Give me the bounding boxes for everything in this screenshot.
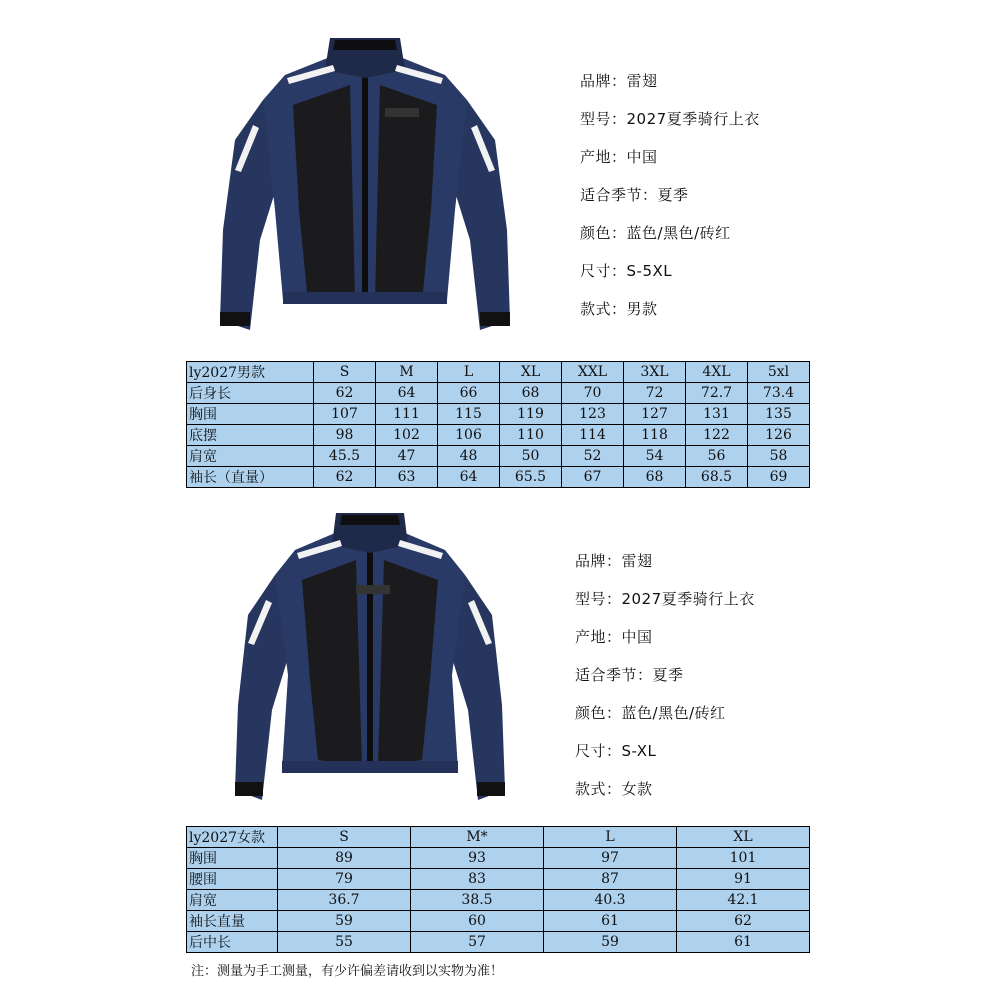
table-cell: 123: [562, 404, 624, 425]
table-cell: 73.4: [748, 383, 810, 404]
table-cell: 68: [500, 383, 562, 404]
table-cell: 97: [544, 848, 677, 869]
table-cell: 袖长（直量）: [187, 467, 314, 488]
table-cell: 68: [624, 467, 686, 488]
table-cell: XXL: [562, 362, 624, 383]
table-header-row: [187, 362, 810, 383]
table-cell: 115: [438, 404, 500, 425]
table-cell: 肩宽: [187, 890, 278, 911]
table-cell: 119: [500, 404, 562, 425]
womens-spec-list: [575, 542, 755, 808]
table-cell: 110: [500, 425, 562, 446]
table-row: [187, 932, 810, 953]
table-cell: M*: [411, 827, 544, 848]
mens-spec-list: [580, 62, 760, 328]
table-cell: 63: [376, 467, 438, 488]
table-cell: 61: [677, 932, 810, 953]
table-cell: 127: [624, 404, 686, 425]
table-cell: 102: [376, 425, 438, 446]
table-cell: 62: [314, 383, 376, 404]
table-cell: 64: [376, 383, 438, 404]
table-cell: 42.1: [677, 890, 810, 911]
table-row: [187, 425, 810, 446]
spec-color: 颜色：蓝色/黑色/砖红: [575, 704, 726, 722]
table-cell: 底摆: [187, 425, 314, 446]
mens-size-table: [186, 361, 810, 488]
table-cell: M: [376, 362, 438, 383]
table-cell: 106: [438, 425, 500, 446]
table-cell: 57: [411, 932, 544, 953]
measurement-note: 注：测量为手工测量，有少许偏差请收到以实物为准！: [191, 964, 504, 979]
table-row: [187, 869, 810, 890]
table-cell: L: [544, 827, 677, 848]
table-cell: XL: [500, 362, 562, 383]
spec-season: 适合季节：夏季: [580, 186, 689, 204]
table-cell: 122: [686, 425, 748, 446]
table-cell: 135: [748, 404, 810, 425]
table-cell: 62: [677, 911, 810, 932]
table-cell: 56: [686, 446, 748, 467]
table-row: [187, 911, 810, 932]
spec-model: 型号：2027夏季骑行上衣: [580, 110, 760, 128]
table-cell: 胸围: [187, 848, 278, 869]
table-cell: 72.7: [686, 383, 748, 404]
table-cell: S: [314, 362, 376, 383]
table-cell: 62: [314, 467, 376, 488]
table-cell: 89: [278, 848, 411, 869]
table-row: [187, 848, 810, 869]
table-cell: 58: [748, 446, 810, 467]
spec-style: 款式：女款: [575, 780, 653, 798]
table-cell: 64: [438, 467, 500, 488]
table-cell: S: [278, 827, 411, 848]
table-row: [187, 404, 810, 425]
table-cell: 后中长: [187, 932, 278, 953]
table-cell: 59: [544, 932, 677, 953]
table-cell: 48: [438, 446, 500, 467]
table-cell: 66: [438, 383, 500, 404]
table-header-row: [187, 827, 810, 848]
table-cell: 50: [500, 446, 562, 467]
table-cell: 101: [677, 848, 810, 869]
table-cell: 腰围: [187, 869, 278, 890]
table-cell: 70: [562, 383, 624, 404]
table-cell: 67: [562, 467, 624, 488]
spec-size: 尺寸：S-XL: [575, 742, 657, 760]
table-cell: 5xl: [748, 362, 810, 383]
table-cell: 40.3: [544, 890, 677, 911]
table-cell: 72: [624, 383, 686, 404]
spec-brand: 品牌：雷翅: [580, 72, 658, 90]
spec-origin: 产地：中国: [575, 628, 653, 646]
table-cell: 52: [562, 446, 624, 467]
table-cell: 107: [314, 404, 376, 425]
table-cell: 79: [278, 869, 411, 890]
table-cell: 126: [748, 425, 810, 446]
spec-style: 款式：男款: [580, 300, 658, 318]
table-cell: 4XL: [686, 362, 748, 383]
table-cell: 111: [376, 404, 438, 425]
table-cell: 54: [624, 446, 686, 467]
table-cell: XL: [677, 827, 810, 848]
table-cell: 114: [562, 425, 624, 446]
spec-color: 颜色：蓝色/黑色/砖红: [580, 224, 731, 242]
table-cell: 胸围: [187, 404, 314, 425]
table-cell: 91: [677, 869, 810, 890]
table-cell: 后身长: [187, 383, 314, 404]
table-row: [187, 383, 810, 404]
table-cell: 93: [411, 848, 544, 869]
table-cell: 60: [411, 911, 544, 932]
table-cell: 59: [278, 911, 411, 932]
spec-model: 型号：2027夏季骑行上衣: [575, 590, 755, 608]
table-cell: 131: [686, 404, 748, 425]
table-cell: 87: [544, 869, 677, 890]
spec-season: 适合季节：夏季: [575, 666, 684, 684]
table-cell: 55: [278, 932, 411, 953]
table-cell: 肩宽: [187, 446, 314, 467]
table-cell: 83: [411, 869, 544, 890]
table-cell: 45.5: [314, 446, 376, 467]
spec-origin: 产地：中国: [580, 148, 658, 166]
table-row: [187, 890, 810, 911]
table-cell: 3XL: [624, 362, 686, 383]
mens-jacket-image: [215, 30, 515, 340]
table-cell: 118: [624, 425, 686, 446]
table-cell: 38.5: [411, 890, 544, 911]
table-cell: L: [438, 362, 500, 383]
table-cell: 61: [544, 911, 677, 932]
table-cell: 袖长直量: [187, 911, 278, 932]
womens-size-table: [186, 826, 810, 953]
table-row: [187, 446, 810, 467]
table-cell: 98: [314, 425, 376, 446]
spec-size: 尺寸：S-5XL: [580, 262, 673, 280]
table-cell: 36.7: [278, 890, 411, 911]
table-row: [187, 467, 810, 488]
table-cell: ly2027女款: [187, 827, 278, 848]
table-cell: 65.5: [500, 467, 562, 488]
table-cell: 68.5: [686, 467, 748, 488]
womens-jacket-image: [230, 505, 510, 810]
table-cell: 47: [376, 446, 438, 467]
table-cell: 69: [748, 467, 810, 488]
spec-brand: 品牌：雷翅: [575, 552, 653, 570]
table-cell: ly2027男款: [187, 362, 314, 383]
